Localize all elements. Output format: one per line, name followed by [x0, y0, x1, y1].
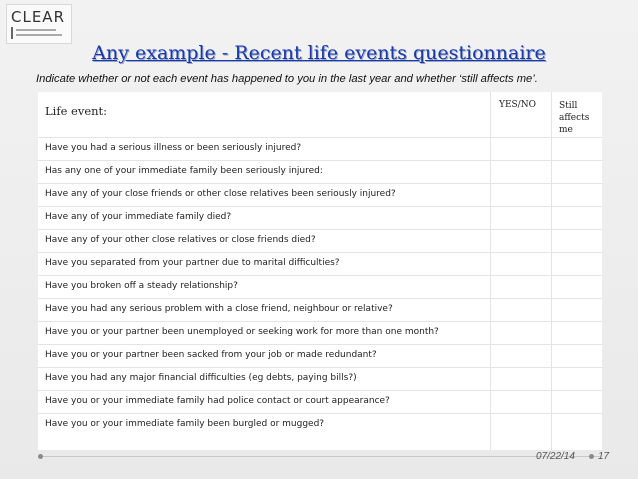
header-life-event: Life event: [45, 104, 108, 118]
slide-title: Any example - Recent life events questionnaire [92, 42, 546, 64]
slide-subtitle: Indicate whether or not each event has happened to you in the last year and whether ‘still affects me’. [36, 73, 538, 85]
event-question: Has any one of your immediate family been seriously injured: [45, 166, 323, 176]
footer-dot-right [589, 454, 594, 459]
table-row [38, 160, 602, 183]
table-row [38, 206, 602, 229]
event-question: Have you or your immediate family had police contact or court appearance? [45, 396, 390, 406]
logo-wordmark: CLEAR [11, 8, 65, 26]
clear-logo [6, 4, 72, 44]
footer-rule [40, 456, 600, 457]
logo-tagline-line [16, 29, 56, 31]
footer-dot-left [38, 454, 43, 459]
event-question: Have you or your immediate family been burgled or mugged? [45, 419, 325, 429]
event-question: Have any of your immediate family died? [45, 212, 232, 222]
table-row [38, 367, 602, 390]
header-still-affects: Still affects me [559, 101, 590, 135]
event-question: Have you had any serious problem with a close friend, neighbour or relative? [45, 304, 393, 314]
table-row [38, 298, 602, 321]
table-row [38, 229, 602, 252]
table-row [38, 390, 602, 413]
event-question: Have you separated from your partner due to marital difficulties? [45, 258, 340, 268]
event-question: Have you had a serious illness or been seriously injured? [45, 143, 302, 153]
table-row [38, 137, 602, 160]
table-row [38, 183, 602, 206]
logo-tagline-line [16, 34, 62, 36]
event-question: Have you broken off a steady relationship? [45, 281, 238, 291]
event-question: Have you or your partner been sacked from your job or made redundant? [45, 350, 377, 360]
event-question: Have you had any major financial difficulties (eg debts, paying bills?) [45, 373, 357, 383]
logo-bar [11, 27, 13, 39]
table-row [38, 275, 602, 298]
table-row [38, 321, 602, 344]
footer-date: 07/22/14 [536, 451, 575, 462]
event-question: Have you or your partner been unemployed or seeking work for more than one month? [45, 327, 439, 337]
table-row [38, 413, 602, 436]
event-question: Have any of your close friends or other close relatives been seriously injured? [45, 189, 396, 199]
page-number: 17 [598, 451, 610, 462]
table-row [38, 344, 602, 367]
questionnaire-table [38, 92, 602, 450]
table-row [38, 252, 602, 275]
header-yes-no: YES/NO [499, 100, 536, 110]
event-question: Have any of your other close relatives or close friends died? [45, 235, 316, 245]
